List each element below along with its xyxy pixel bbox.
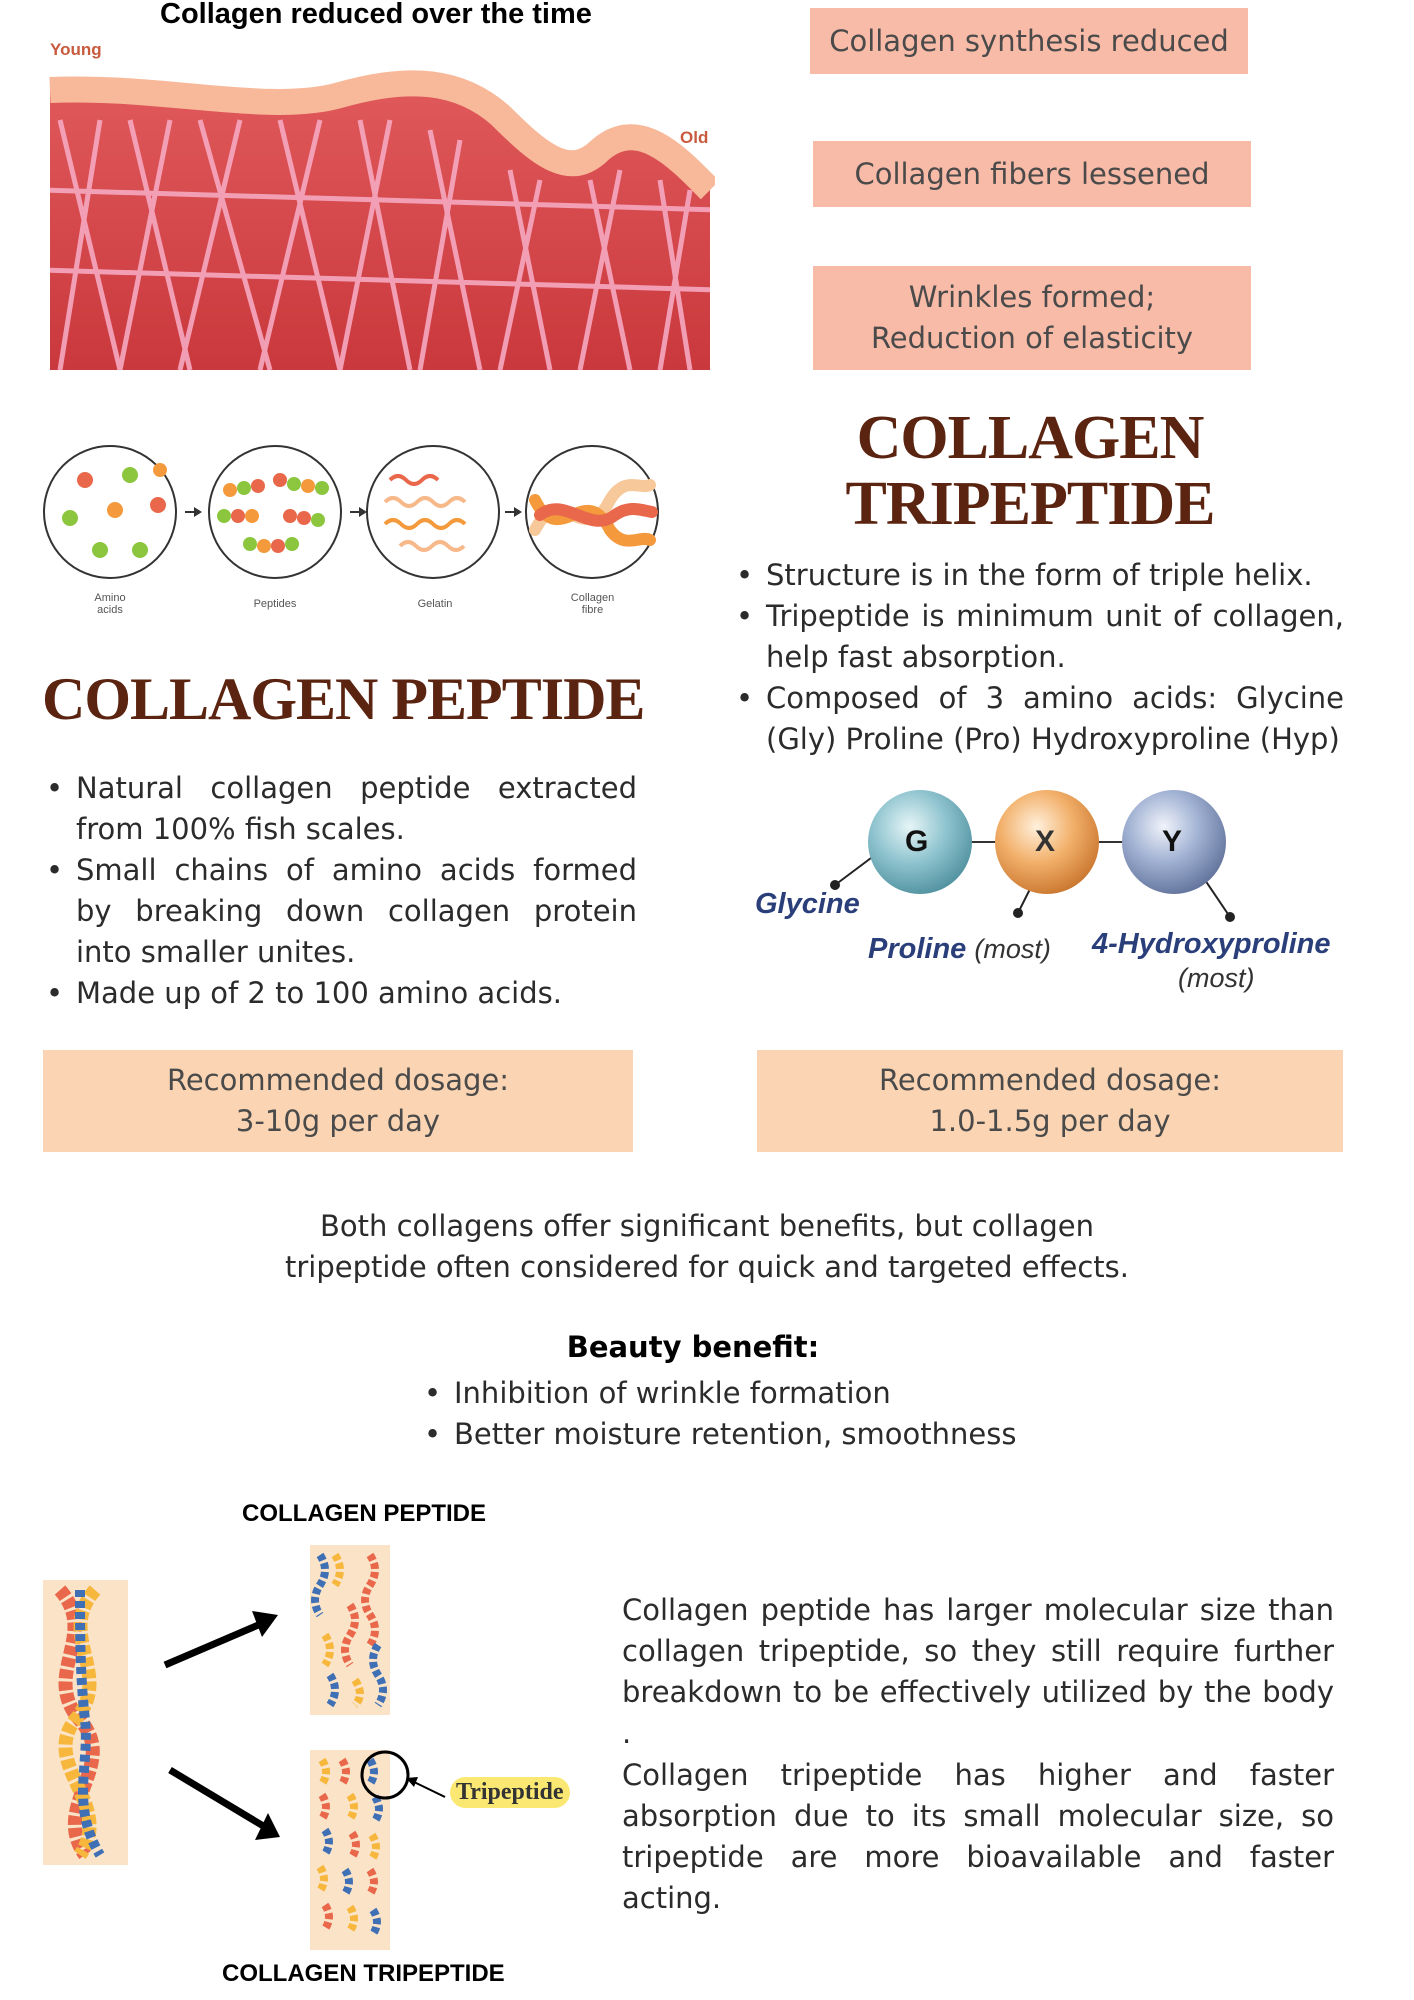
comparison-paragraph-1: Collagen peptide has larger molecular size than collagen tripeptide, so they still require further breakdown to be effectively utilized by the body . [622,1593,1334,1750]
aging-box-text: Collagen synthesis reduced [829,24,1229,58]
stage-label-gelatin: Gelatin [417,598,453,610]
tripeptide-title [780,405,1280,537]
beauty-list [420,1373,1120,1455]
aging-box-wrinkles [813,266,1251,370]
dosage-label: Recommended dosage: [878,1063,1222,1097]
illustration-title: Collagen reduced over the time [160,0,592,30]
summary-line1: Both collagens offer significant benefits, but collagen [319,1209,1095,1243]
tripeptide-bullet: • Structure is in the form of triple helix. [732,555,1344,596]
tripeptide-tag: Tripeptide [450,1777,570,1808]
young-label: Young [50,40,102,59]
collagen-stages-diagram [40,440,670,625]
peptide-bullets [42,768,637,1014]
proline-name: Proline [868,933,967,965]
aging-box-synthesis [810,8,1248,74]
skin-layer-graphic [40,40,715,370]
hydroxyproline-most: (most) [1178,963,1255,993]
peptide-title: COLLAGEN PEPTIDE [42,666,645,732]
summary-line2: tripeptide often considered for quick and targeted effects. [284,1250,1130,1284]
stage-label-amino: Amino acids [94,592,126,616]
proline-label [868,933,1051,966]
tripeptide-bullet: • Tripeptide is minimum unit of collagen, help fast absorption. [732,596,1344,678]
tripeptide-bullet: • Composed of 3 amino acids: Glycine (Gly) Proline (Pro) Hydroxyproline (Hyp) [732,678,1344,760]
dosage-value: 3-10g per day [235,1104,441,1138]
molecule-x: X [1035,825,1056,858]
aging-box-text: Collagen fibers lessened [854,157,1210,191]
peptide-bullet: • Made up of 2 to 100 amino acids. [42,973,637,1014]
tripeptide-dosage-box [757,1050,1343,1152]
beauty-item: • Inhibition of wrinkle formation [420,1373,1120,1414]
comparison-graphic [40,1545,600,1955]
tripeptide-molecule-diagram [755,785,1360,1025]
summary-text [0,1206,1414,1288]
aging-box-line1: Wrinkles formed; [908,280,1156,314]
glycine-label: Glycine [755,888,860,920]
tripeptide-title-line1: COLLAGEN [856,404,1204,472]
skin-aging-illustration [40,40,715,370]
hydroxyproline-label: 4-Hydroxyproline [1092,928,1331,960]
peptide-bullet: • Natural collagen peptide extracted from 100% fish scales. [42,768,637,850]
comparison-paragraph-2: Collagen tripeptide has higher and faster absorption due to its small molecular size, so tripeptide are more bioavailable and faster acting. [622,1758,1334,1915]
stage-label-fibre: Collagen fibre [570,592,615,616]
dosage-label: Recommended dosage: [166,1063,510,1097]
beauty-item: • Better moisture retention, smoothness [420,1414,1120,1455]
old-label: Old [680,128,709,147]
stages-graphic [40,440,670,590]
proline-most: (most) [974,934,1051,964]
peptide-bullet: • Small chains of amino acids formed by breaking down collagen protein into smaller unites. [42,850,637,973]
tripeptide-title-line2: TRIPEPTIDE [845,470,1215,538]
aging-box-fibers [813,141,1251,207]
peptide-dosage-box [43,1050,633,1152]
comparison-tripeptide-label: COLLAGEN TRIPEPTIDE [222,1960,505,1987]
comparison-diagram [40,1545,600,1955]
dosage-value: 1.0-1.5g per day [929,1104,1171,1138]
molecule-y: Y [1162,825,1183,858]
stage-label-peptides: Peptides [253,598,297,610]
comparison-peptide-label: COLLAGEN PEPTIDE [242,1500,487,1527]
tripeptide-bullets [732,555,1344,760]
aging-box-line2: Reduction of elasticity [870,321,1194,355]
molecule-g: G [905,825,929,858]
beauty-heading: Beauty benefit: [566,1330,820,1364]
